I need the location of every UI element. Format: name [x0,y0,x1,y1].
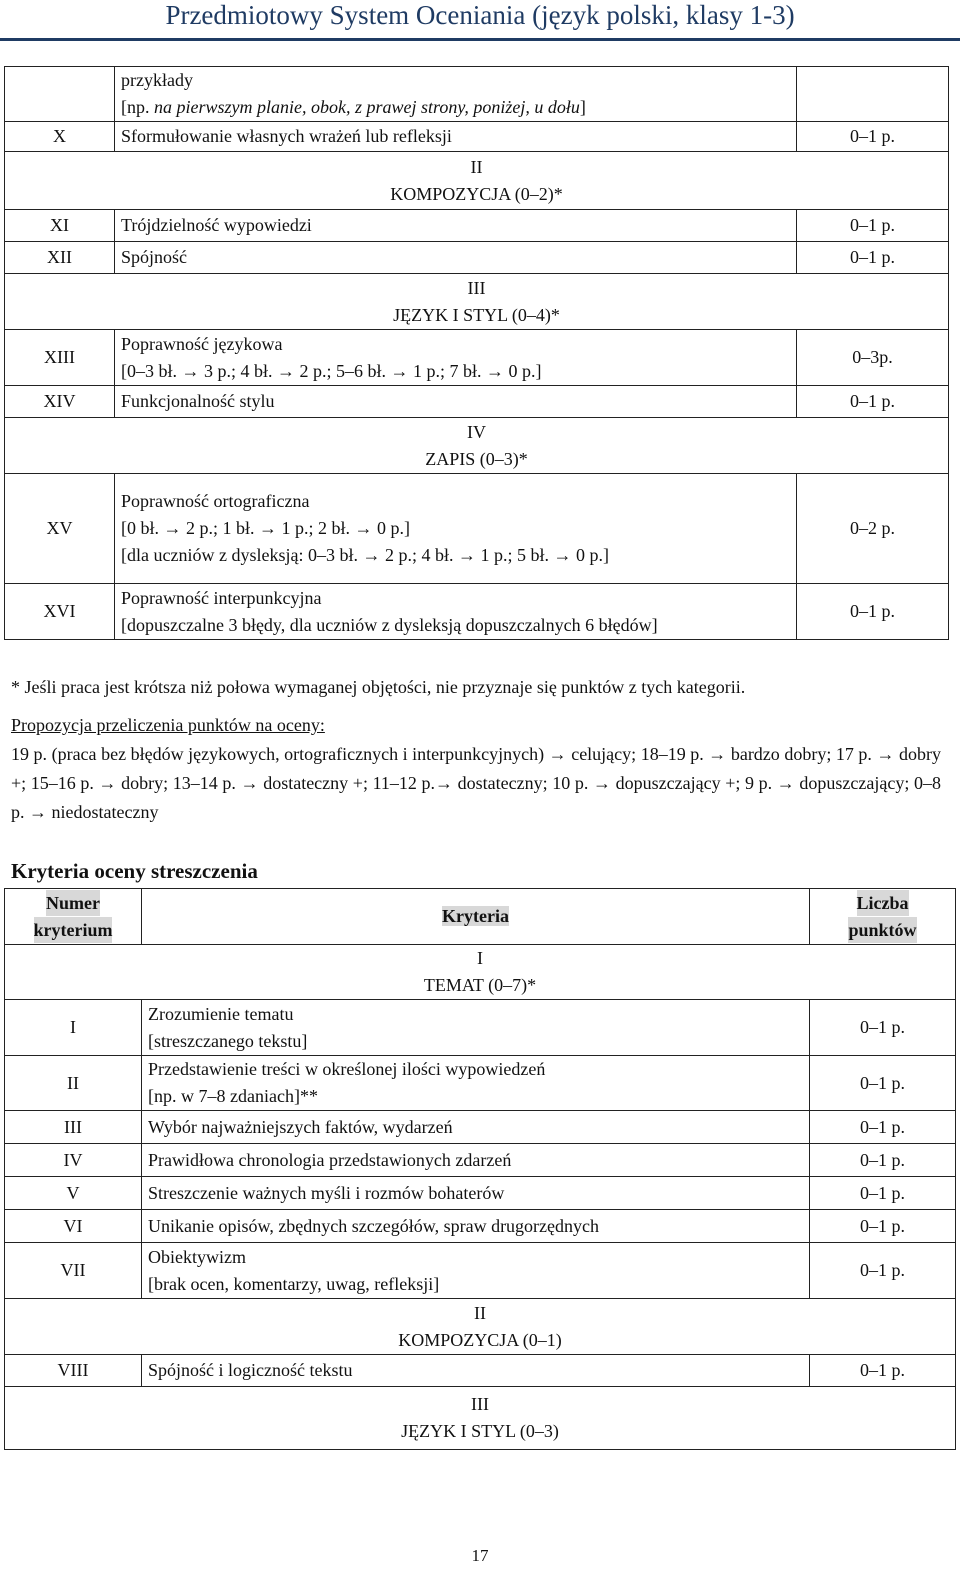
column-header-criteria-label: Kryteria [442,906,509,926]
criterion-text: Unikanie opisów, zbędnych szczegółów, spraw drugorzędnych [142,1210,810,1243]
criterion-detail: [streszczanego tekstu] [148,1030,308,1051]
section-row [5,1387,956,1450]
points: 0–1 p. [797,122,949,152]
points: 0–1 p. [797,210,949,242]
points: 0–2 p. [797,474,949,584]
criterion-detail: [brak ocen, komentarzy, uwag, refleksji] [148,1273,440,1294]
criterion-number: VII [5,1243,142,1299]
criterion-text-cell [142,1056,810,1111]
example-suffix: ] [579,97,586,117]
criterion-number: XI [5,210,115,242]
criterion-number: V [5,1177,142,1210]
points: 0–1 p. [810,1177,956,1210]
criterion-detail: [dopuszczalne 3 błędy, dla uczniów z dysleksją dopuszczalnych 6 błędów] [121,614,658,635]
criterion-text-cell [115,67,797,122]
example-italic: na pierwszym planie, obok, z prawej strony, poniżej, u dołu [154,97,580,117]
criterion-text-cell [142,1243,810,1299]
table-row [5,1355,956,1387]
section-row [5,152,949,210]
criterion-text-cell [115,330,797,386]
section-roman: II [470,156,483,177]
table-row [5,242,949,274]
column-header-points-line1: Liczba [857,890,909,916]
table-row [5,1210,956,1243]
points: 0–1 p. [810,1111,956,1144]
criterion-number: III [5,1111,142,1144]
table-row [5,386,949,418]
criterion-detail: [0–3 bł. → 3 p.; 4 bł. → 2 p.; 5–6 bł. → 1 p.; 7 bł. → 0 p.] [121,360,542,381]
criterion-detail: [0 bł. → 2 p.; 1 bł. → 1 p.; 2 bł. → 0 p.] [121,518,410,538]
table-row [5,1144,956,1177]
section-heading [5,1387,956,1450]
points: 0–1 p. [810,1210,956,1243]
criterion-number: XII [5,242,115,274]
points: 0–1 p. [810,1243,956,1299]
criterion-text-cell [115,474,797,584]
criterion-text: Poprawność interpunkcyjna [121,587,322,608]
criteria-table-1 [4,66,949,640]
grade-scale-text: 19 p. (praca bez błędów językowych, ortograficznych i interpunkcyjnych) → celujący; 18–19 p. → bardzo dobry; 17 p. → dobry +; 15–16 p. → dobry; 13–14 p. → dostateczny +; 11–12 p.→ dostateczny; 10 p. → dopuszczający +; 9 p. → dopuszczający; 0–8 p. → niedostateczny [11,744,941,822]
points: 0–1 p. [797,386,949,418]
table-row [5,1243,956,1299]
points: 0–1 p. [797,584,949,640]
table-row [5,67,949,122]
section-roman: IV [467,421,486,442]
criterion-text-cell [115,584,797,640]
section-heading [5,945,956,1000]
section-row [5,418,949,474]
table-header-row [5,889,956,945]
criterion-number: II [5,1056,142,1111]
criterion-text: Spójność i logiczność tekstu [142,1355,810,1387]
table-row [5,1000,956,1056]
column-header-number-line1: Numer [46,890,100,916]
column-header-criteria [142,889,810,945]
table-row [5,330,949,386]
column-header-points [810,889,956,945]
criterion-text: Spójność [115,242,797,274]
points: 0–1 p. [810,1355,956,1387]
criterion-example [121,94,790,121]
criterion-text: Poprawność językowa [121,333,283,354]
criterion-text: przykłady [121,70,193,90]
criterion-text: Streszczenie ważnych myśli i rozmów bohaterów [142,1177,810,1210]
table-row [5,1111,956,1144]
table-row [5,474,949,584]
section-title: KOMPOZYCJA (0–2)* [390,183,563,204]
criterion-text: Obiektywizm [148,1246,246,1267]
criterion-text: Zrozumienie tematu [148,1003,294,1024]
points-cell [797,67,949,122]
summary-criteria-title: Kryteria oceny streszczenia [11,859,258,883]
criterion-text: Prawidłowa chronologia przedstawionych zdarzeń [142,1144,810,1177]
criterion-detail-dyslexia: [dla uczniów z dysleksją: 0–3 bł. → 2 p.; 4 bł. → 1 p.; 5 bł. → 0 p.] [121,545,609,565]
header-rule [0,38,960,41]
criterion-text: Funkcjonalność stylu [115,386,797,418]
table-row [5,210,949,242]
column-header-points-line2: punktów [848,917,916,943]
footnote-star: * Jeśli praca jest krótsza niż połowa wymaganej objętości, nie przyznaje się punktów z tych kategorii. [11,677,746,697]
criterion-text: Poprawność ortograficzna [121,491,310,511]
criterion-number: I [5,1000,142,1056]
criterion-number: XIV [5,386,115,418]
points: 0–1 p. [797,242,949,274]
table-row [5,1177,956,1210]
column-header-number-line2: kryterium [34,917,113,943]
section-heading [5,1299,956,1355]
example-prefix: [np. [121,97,154,117]
criterion-number: VIII [5,1355,142,1387]
section-row [5,274,949,330]
criterion-number: XV [5,474,115,584]
criterion-number: XIII [5,330,115,386]
table-row [5,1056,956,1111]
criterion-text: Trójdzielność wypowiedzi [115,210,797,242]
criterion-text-cell [142,1000,810,1056]
section-heading [5,152,949,210]
table-row [5,584,949,640]
criterion-text: Wybór najważniejszych faktów, wydarzeń [142,1111,810,1144]
section-title: TEMAT (0–7)* [423,975,537,995]
criterion-number: IV [5,1144,142,1177]
criterion-number: VI [5,1210,142,1243]
section-title: JĘZYK I STYL (0–3) [401,1421,559,1441]
criterion-text: Przedstawienie treści w określonej ilości wypowiedzeń [148,1059,546,1079]
section-roman: III [471,1394,489,1414]
section-title: JĘZYK I STYL (0–4)* [393,304,560,325]
criterion-text: Sformułowanie własnych wrażeń lub refleksji [115,122,797,152]
section-heading [5,418,949,474]
section-row [5,945,956,1000]
table-row [5,122,949,152]
page-number: 17 [471,1546,489,1565]
section-row [5,1299,956,1355]
page-header-title: Przedmiotowy System Oceniania (język polski, klasy 1-3) [165,0,795,30]
criterion-number: X [5,122,115,152]
points: 0–1 p. [810,1144,956,1177]
section-title: ZAPIS (0–3)* [425,448,528,469]
section-title: KOMPOZYCJA (0–1) [398,1329,562,1350]
criterion-detail: [np. w 7–8 zdaniach]** [148,1086,318,1106]
points: 0–3p. [797,330,949,386]
points: 0–1 p. [810,1000,956,1056]
criteria-table-2 [4,888,956,1450]
section-roman: III [467,277,486,298]
section-heading [5,274,949,330]
section-roman: I [477,948,483,968]
criterion-number-cell [5,67,115,122]
column-header-number [5,889,142,945]
grade-proposal-heading: Propozycja przeliczenia punktów na oceny: [11,715,325,735]
section-roman: II [474,1302,486,1323]
points: 0–1 p. [810,1056,956,1111]
criterion-number: XVI [5,584,115,640]
